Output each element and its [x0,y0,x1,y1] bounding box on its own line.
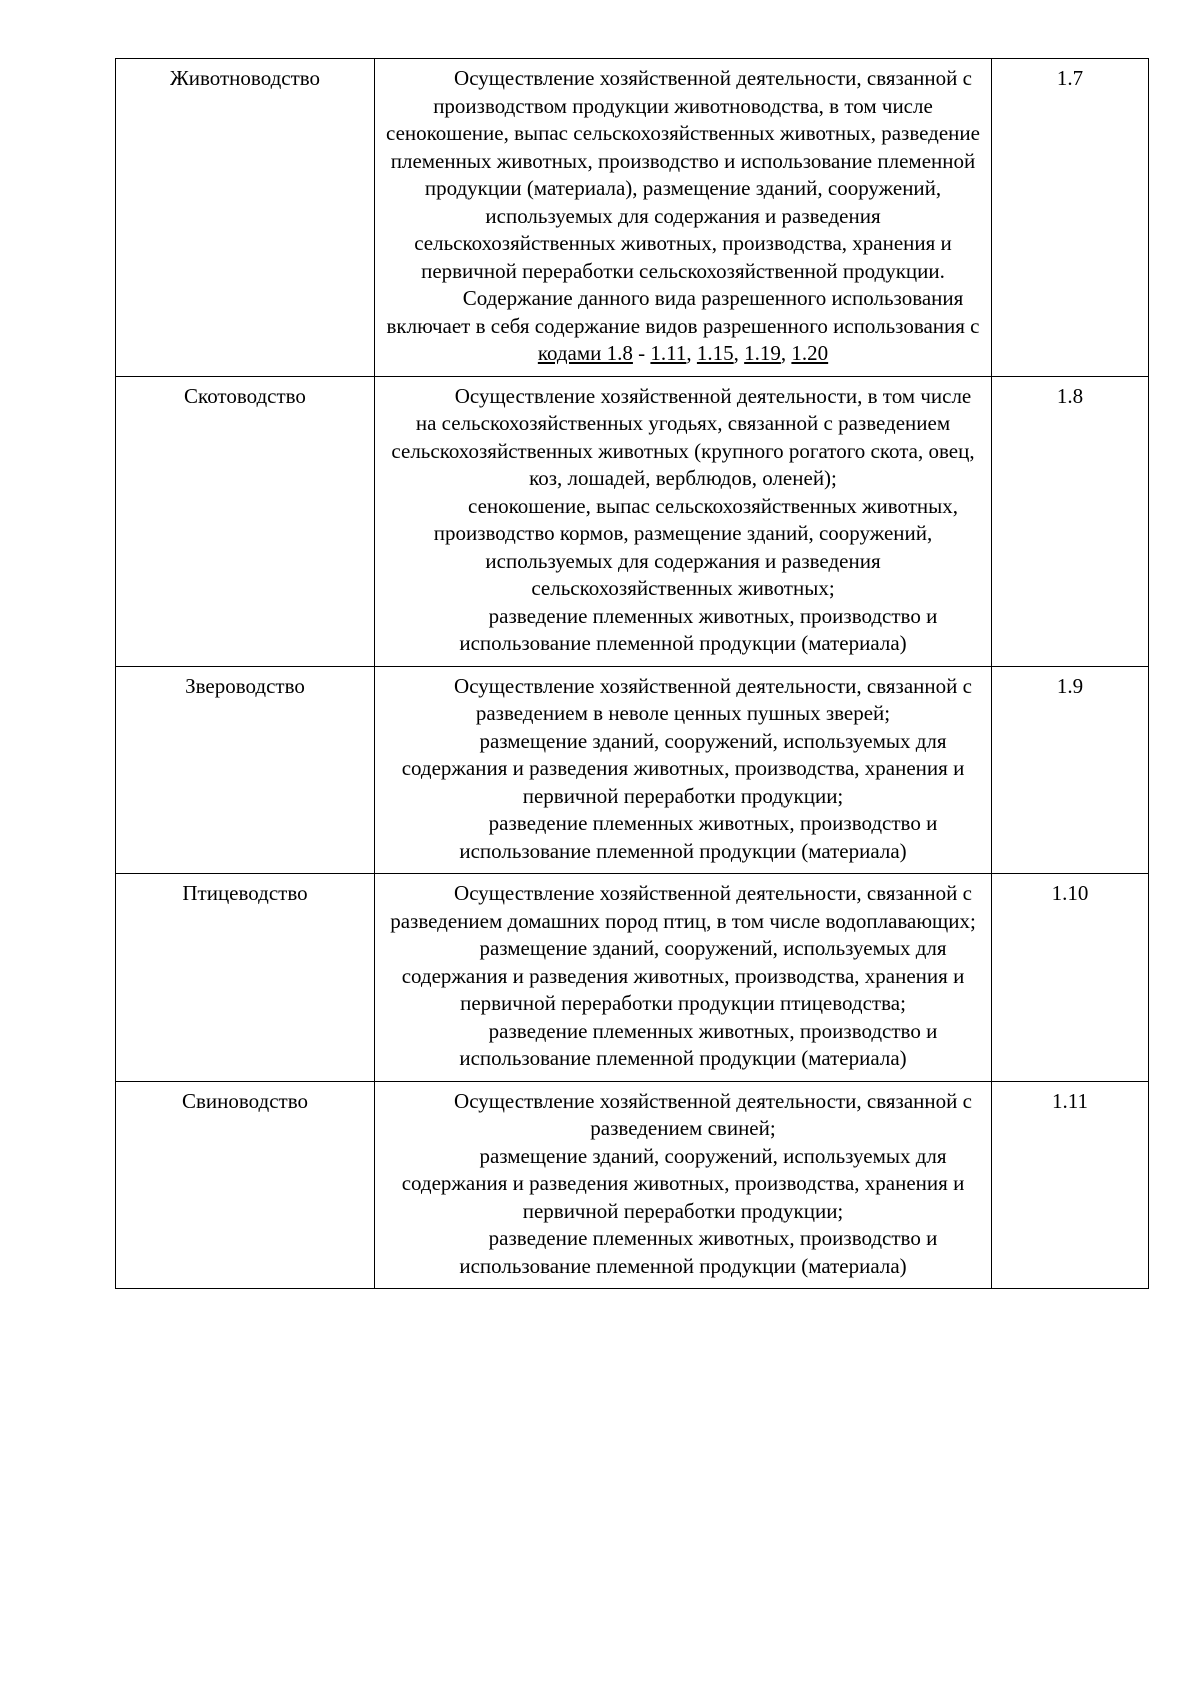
reference-separator: , [686,341,697,365]
description-paragraph: разведение племенных животных, производство и использование племенной продукции (материала) [459,1018,938,1070]
land-use-table [115,58,1149,1289]
description-paragraph: Осуществление хозяйственной деятельности, связанной с разведением домашних пород птиц, в том числе водоплавающих; [390,881,976,933]
description-paragraph: разведение племенных животных, производство и использование племенной продукции (материала) [459,603,938,655]
land-use-description [375,376,992,666]
land-use-code: 1.7 [992,59,1149,377]
reference-separator: , [780,341,792,365]
description-paragraph: разведение племенных животных, производство и использование племенной продукции (материала) [459,811,938,863]
reference-separator: , [733,341,745,365]
land-use-name: Звероводство [116,666,375,874]
description-paragraph: Осуществление хозяйственной деятельности, связанной с разведением свиней; [454,1088,972,1140]
description-paragraph: размещение зданий, сооружений, используемых для содержания и разведения животных, производства, хранения и первичной переработки продукции; [401,1143,965,1223]
land-use-name: Птицеводство [116,874,375,1082]
description-paragraph: сенокошение, выпас сельскохозяйственных животных, производство кормов, размещение зданий, сооружений, используемых для содержания и разведения сельскохозяйственных животных; [433,493,958,600]
land-use-name: Животноводство [116,59,375,377]
table-row [116,874,1149,1082]
land-use-description [375,1081,992,1289]
land-use-description [375,874,992,1082]
reference-paragraph [383,285,983,368]
land-use-code: 1.11 [992,1081,1149,1289]
link-code-1-15[interactable]: 1.15 [696,341,734,365]
land-use-code: 1.8 [992,376,1149,666]
table-row [116,1081,1149,1289]
description-paragraph: размещение зданий, сооружений, используемых для содержания и разведения животных, производства, хранения и первичной переработки продукции птицеводства; [401,936,965,1015]
table-row [116,59,1149,377]
table-row [116,376,1149,666]
land-use-name: Скотоводство [116,376,375,666]
reference-lead-text: Содержание данного вида разрешенного использования включает в себя содержание видов разрешенного использования с [386,286,980,338]
description-paragraph: Осуществление хозяйственной деятельности, связанной с производством продукции животноводства, в том числе сенокошение, выпас сельскохозяйственных животных, разведение племенных животных, производство и использование племенной продукции (материала), размещение зданий, сооружений, используемых для содержания и разведения сельскохозяйственных животных, производства, хранения и первичной переработки сельскохозяйственной продукции. [386,66,980,283]
table-row [116,666,1149,874]
link-code-1-11[interactable]: 1.11 [650,341,687,365]
link-codes-1-8[interactable]: кодами 1.8 [537,341,633,365]
description-paragraph: Осуществление хозяйственной деятельности, связанной с разведением в неволе ценных пушных зверей; [454,673,972,725]
land-use-name: Свиноводство [116,1081,375,1289]
description-paragraph: разведение племенных животных, производство и использование племенной продукции (материала) [459,1226,938,1278]
land-use-code: 1.10 [992,874,1149,1082]
description-paragraph: Осуществление хозяйственной деятельности, в том числе на сельскохозяйственных угодьях, связанной с разведением сельскохозяйственных животных (крупного рогатого скота, овец, коз, лошадей, верблюдов, оленей); [391,383,975,490]
land-use-description [375,666,992,874]
description-paragraph: размещение зданий, сооружений, используемых для содержания и разведения животных, производства, хранения и первичной переработки продукции; [401,728,965,808]
land-use-description [375,59,992,377]
land-use-code: 1.9 [992,666,1149,874]
reference-separator: - [632,341,651,365]
link-code-1-20[interactable]: 1.20 [791,341,829,365]
link-code-1-19[interactable]: 1.19 [744,341,781,365]
